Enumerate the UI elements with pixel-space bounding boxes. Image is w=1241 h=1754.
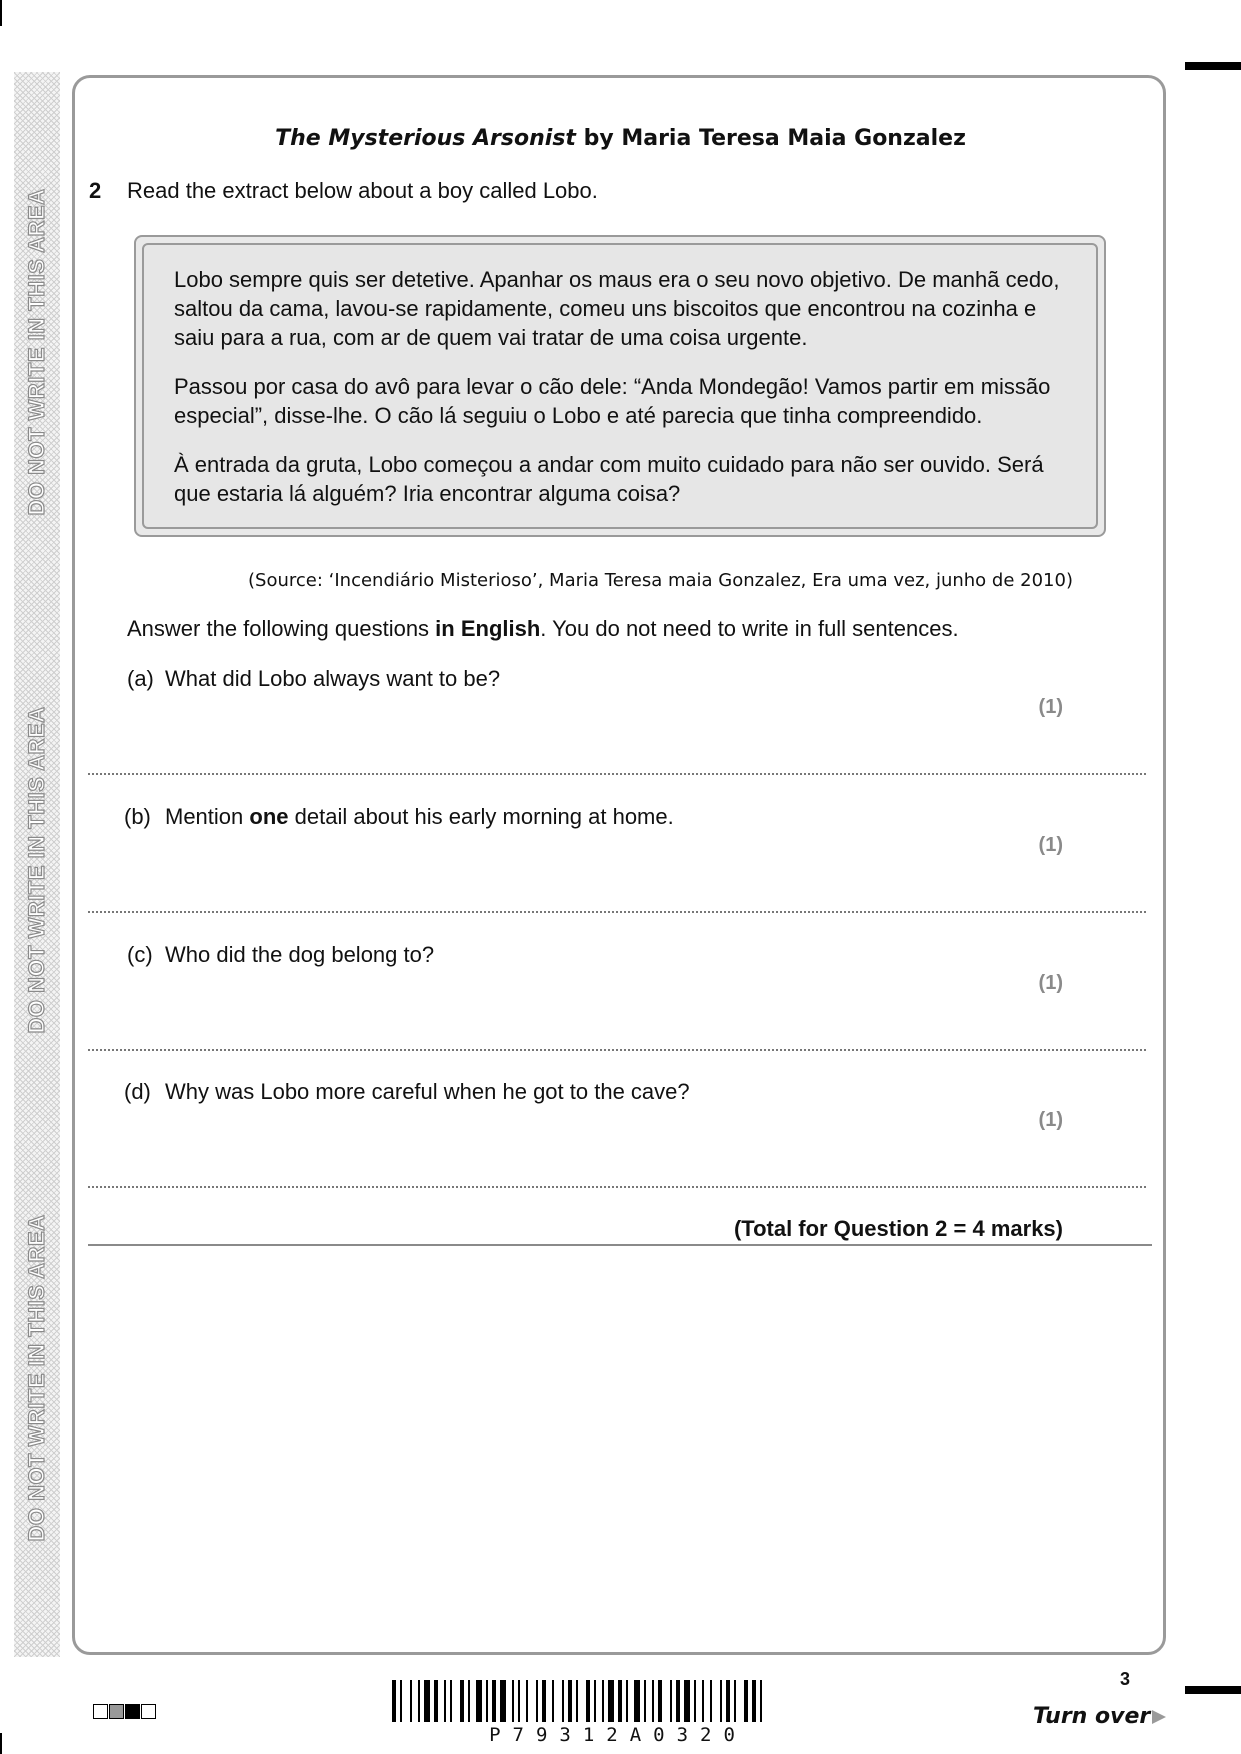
barcode-bar xyxy=(744,1680,748,1722)
barcode-bar xyxy=(726,1680,730,1722)
extract-paragraph: Lobo sempre quis ser detetive. Apanhar os maus era o seu novo objetivo. De manhã cedo, saltou da cama, lavou-se rapidamente, comeu uns biscoitos que encontrou na cozinha e saiu para a rua, com ar de quem vai tratar de uma coisa urgente. xyxy=(174,267,1060,350)
part-mark-a: (1) xyxy=(1038,696,1063,718)
instruction-text-end: . You do not need to write in full sentences. xyxy=(540,616,959,641)
barcode-bar xyxy=(460,1680,464,1722)
part-label-b: (b) xyxy=(124,804,151,829)
barcode-bar xyxy=(586,1680,590,1722)
barcode-bar xyxy=(410,1680,412,1722)
barcode-bar xyxy=(468,1680,470,1722)
instruction-text: Answer the following questions xyxy=(127,616,436,641)
part-question-c xyxy=(165,942,434,968)
instruction xyxy=(127,616,959,642)
part-label-c: (c) xyxy=(127,942,153,967)
margin-warning: DO NOT WRITE IN THIS AREA xyxy=(24,188,49,516)
answer-line-a[interactable] xyxy=(88,773,1146,775)
barcode-number: P79312A0320 xyxy=(489,1724,747,1746)
margin-warning: DO NOT WRITE IN THIS AREA xyxy=(24,706,49,1034)
turn-over-label: Turn over xyxy=(1033,1704,1151,1729)
barcode-bar xyxy=(676,1680,680,1722)
barcode-bar xyxy=(434,1680,438,1722)
footer-square xyxy=(141,1704,156,1719)
barcode xyxy=(392,1680,844,1722)
footer-square xyxy=(93,1704,108,1719)
title-author: by Maria Teresa Maia Gonzalez xyxy=(575,126,966,151)
edge-mark-bottom xyxy=(1185,1686,1241,1694)
barcode-bar xyxy=(594,1680,596,1722)
part-label-d: (d) xyxy=(124,1079,151,1104)
barcode-bar xyxy=(536,1680,538,1722)
extract-inner xyxy=(142,243,1098,529)
barcode-bar xyxy=(392,1680,396,1722)
footer-square xyxy=(125,1704,140,1719)
barcode-bar xyxy=(694,1680,696,1722)
barcode-bar xyxy=(576,1680,578,1722)
barcode-bar xyxy=(500,1680,506,1722)
barcode-bar xyxy=(552,1680,554,1722)
question-number: 2 xyxy=(89,178,102,203)
barcode-bar xyxy=(720,1680,722,1722)
part-mark-b: (1) xyxy=(1038,834,1063,856)
barcode-bar xyxy=(444,1680,446,1722)
barcode-bar xyxy=(602,1680,604,1722)
part-question-b xyxy=(165,804,674,830)
barcode-bar xyxy=(684,1680,690,1722)
barcode-bar xyxy=(634,1680,640,1722)
barcode-bar xyxy=(476,1680,482,1722)
total-marks: (Total for Question 2 = 4 marks) xyxy=(733,1216,1063,1241)
barcode-bar xyxy=(400,1680,402,1722)
barcode-bar xyxy=(734,1680,736,1722)
margin-warning: DO NOT WRITE IN THIS AREA xyxy=(24,1214,49,1542)
title-italic: The Mysterious Arsonist xyxy=(275,126,576,151)
answer-line-c[interactable] xyxy=(88,1049,1146,1051)
extract-source: (Source: ‘Incendiário Misterioso’, Maria Teresa maia Gonzalez, Era uma vez, junho de 2010) xyxy=(248,570,1073,591)
total-rule xyxy=(88,1244,1152,1246)
barcode-bar xyxy=(542,1680,546,1722)
answer-line-d[interactable] xyxy=(88,1186,1146,1188)
page-number: 3 xyxy=(1120,1669,1131,1689)
crop-mark xyxy=(0,0,2,26)
barcode-bar xyxy=(450,1680,452,1722)
edge-mark-top xyxy=(1185,62,1241,70)
barcode-bar xyxy=(652,1680,654,1722)
barcode-bar xyxy=(752,1680,756,1722)
part-label-a: (a) xyxy=(127,666,154,691)
barcode-bar xyxy=(702,1680,704,1722)
part-question-a xyxy=(165,666,500,692)
barcode-bar xyxy=(568,1680,572,1722)
barcode-bar xyxy=(562,1680,564,1722)
barcode-bar xyxy=(424,1680,430,1722)
footer-square xyxy=(109,1704,124,1719)
barcode-bar xyxy=(626,1680,628,1722)
barcode-bar xyxy=(670,1680,672,1722)
question-text: Mention xyxy=(165,804,250,829)
barcode-bar xyxy=(760,1680,762,1722)
barcode-bar xyxy=(644,1680,646,1722)
barcode-bar xyxy=(492,1680,496,1722)
barcode-bar xyxy=(526,1680,528,1722)
question-text: Who did the dog belong to? xyxy=(165,942,435,967)
turn-over-arrow-icon xyxy=(1150,1708,1168,1726)
answer-line-b[interactable] xyxy=(88,911,1146,913)
barcode-bar xyxy=(512,1680,514,1722)
part-question-d xyxy=(165,1079,690,1105)
barcode-bar xyxy=(710,1680,712,1722)
crop-mark xyxy=(0,1733,2,1754)
extract-paragraph: Passou por casa do avô para levar o cão dele: “Anda Mondegão! Vamos partir em missão especial”, disse-lhe. O cão lá seguiu o Lobo e até parecia que tinha compreendido. xyxy=(174,374,1051,428)
question-text: What did Lobo always want to be? xyxy=(165,666,501,691)
question-text-end: detail about his early morning at home. xyxy=(288,804,674,829)
instruction-bold: in English xyxy=(435,616,541,641)
extract-title xyxy=(0,126,1241,151)
barcode-bar xyxy=(418,1680,420,1722)
barcode-bar xyxy=(658,1680,662,1722)
part-mark-d: (1) xyxy=(1038,1109,1063,1131)
barcode-bar xyxy=(518,1680,520,1722)
barcode-bar xyxy=(486,1680,488,1722)
extract-box xyxy=(134,235,1106,537)
barcode-bar xyxy=(608,1680,614,1722)
extract-paragraph: À entrada da gruta, Lobo começou a andar com muito cuidado para não ser ouvido. Será que estaria lá alguém? Iria encontrar alguma coisa? xyxy=(174,452,1044,506)
question-text: Why was Lobo more careful when he got to the cave? xyxy=(165,1079,690,1104)
question-intro: Read the extract below about a boy called Lobo. xyxy=(127,178,598,203)
question-bold: one xyxy=(249,804,289,829)
barcode-bar xyxy=(618,1680,622,1722)
part-mark-c: (1) xyxy=(1038,972,1063,994)
